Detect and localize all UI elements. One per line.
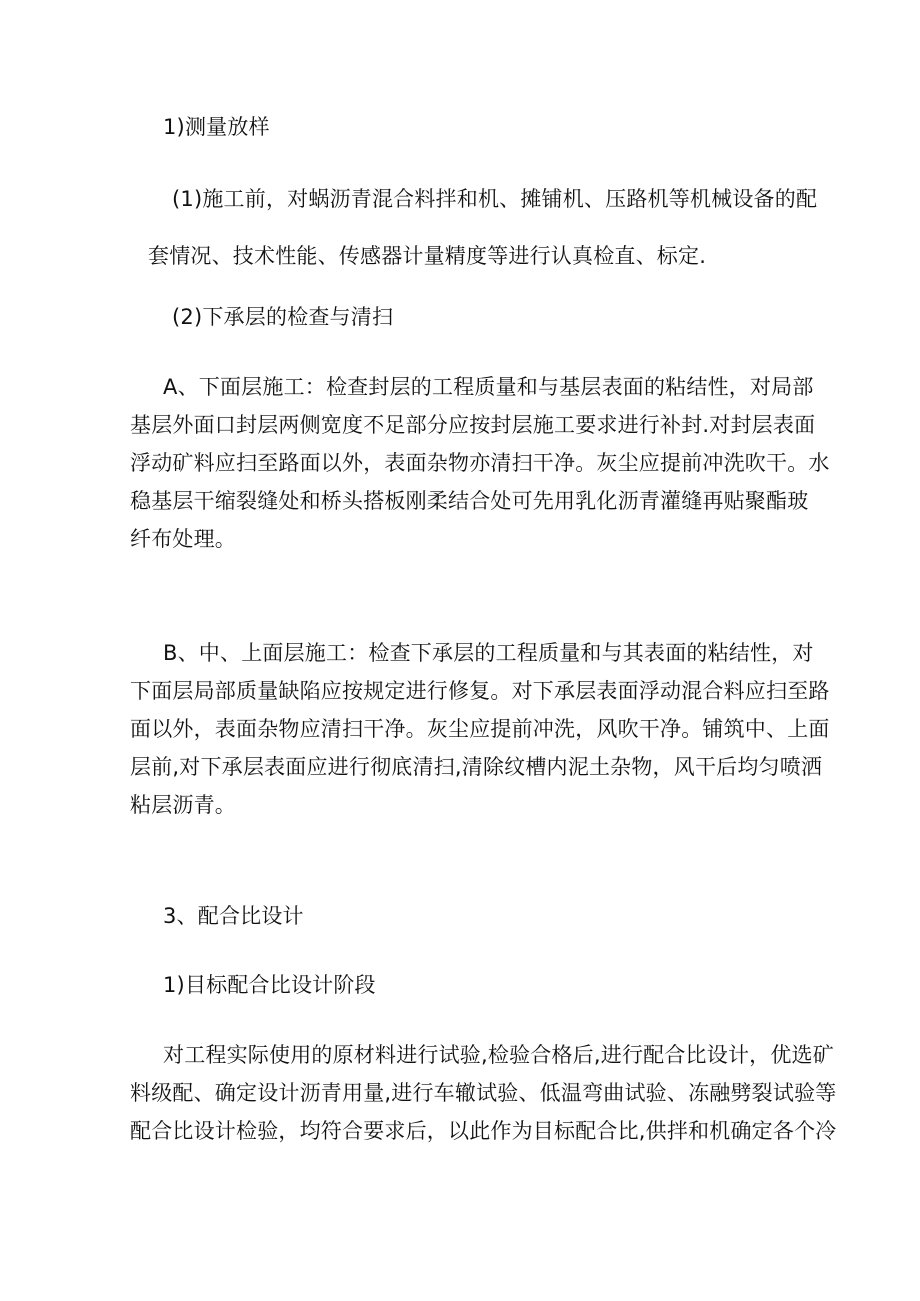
paragraph-middle-upper-layer: [130, 634, 830, 824]
text-line: (1)施工前，对蜗沥青混合料拌和机、摊铺机、压路机等机械设备的配: [172, 187, 818, 211]
text-line: 纤布处理。: [130, 527, 236, 551]
paragraph-pre-construction: [130, 180, 818, 275]
text-line: 基层外面口封层两侧宽度不足部分应按封层施工要求进行补封.对封层表面: [130, 413, 816, 437]
text-line: 1)目标配合比设计阶段: [163, 973, 376, 997]
text-line: 层前,对下承层表面应进行彻底清扫,清除纹槽内泥土杂物，风干后均匀喷洒: [130, 755, 823, 779]
text-line: 3、配合比设计: [163, 904, 304, 928]
text-line: 配合比设计检验，均符合要求后，以此作为目标配合比,供拌和机确定各个冷: [130, 1119, 837, 1143]
text-line: B、中、上面层施工：检查下承层的工程质量和与其表面的粘结性，对: [163, 641, 814, 665]
text-line: 对工程实际使用的原材料进行试验,检验合格后,进行配合比设计，优选矿: [163, 1043, 834, 1067]
text-line: 面以外，表面杂物应清扫干净。灰尘应提前冲洗，风吹干净。铺筑中、上面: [130, 717, 830, 741]
text-line: 1)测量放样: [163, 115, 270, 139]
heading-underlayer-inspection: [172, 298, 842, 336]
text-line: 浮动矿料应扫至路面以外，表面杂物亦清扫干净。灰尘应提前冲洗吹干。水: [130, 451, 830, 475]
text-line: 稳基层干缩裂缝处和桥头搭板刚柔结合处可先用乳化沥青灌缝再贴聚酯玻: [130, 489, 809, 513]
text-line: 粘层沥青。: [130, 793, 236, 817]
text-line: (2)下承层的检查与清扫: [172, 305, 394, 329]
heading-mix-design: [163, 897, 833, 935]
text-line: A、下面层施工：检查封层的工程质量和与基层表面的粘结性，对局部: [163, 375, 814, 399]
paragraph-lower-layer: [130, 368, 830, 558]
heading-survey-layout: [163, 108, 833, 146]
text-line: 料级配、确定设计沥青用量,进行车辙试验、低温弯曲试验、冻融劈裂试验等: [130, 1081, 837, 1105]
heading-target-mix-stage: [163, 966, 833, 1004]
text-line: 套情况、技术性能、传感器计量精度等进行认真检直、标定.: [148, 244, 707, 268]
text-line: 下面层局部质量缺陷应按规定进行修复。对下承层表面浮动混合料应扫至路: [130, 679, 830, 703]
paragraph-target-mix-design: [130, 1036, 837, 1150]
